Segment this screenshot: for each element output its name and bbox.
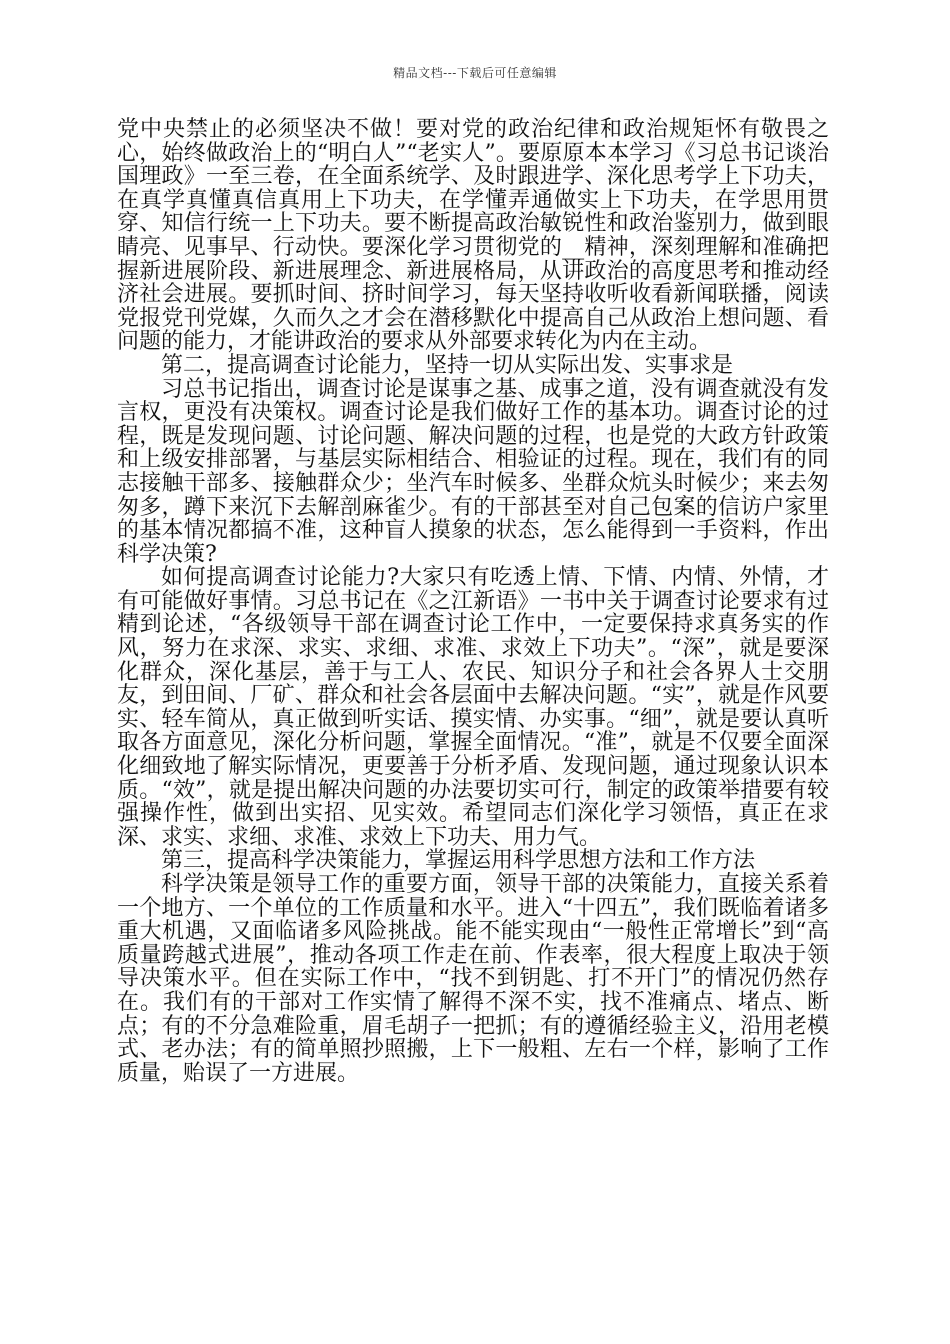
paragraph-continuation: 党中央禁止的必须坚决不做！要对党的政治纪律和政治规矩怀有敬畏之心，始终做政治上的“明白人”“老实人”。要原原本本学习《习总书记谈治国理政》一至三卷，在全面系统学、及时跟进学、深化思考学上下功夫，在真学真懂真信真用上下功夫，在学懂弄通做实上下功夫，在学思用贯穿、知信行统一上下功夫。要不断提高政治敏锐性和政治鉴别力，做到眼睛亮、见事早、行动快。要深化学习贯彻党的__精神，深刻理解和准确把握新进展阶段、新进展理念、新进展格局，从讲政治的高度思考和推动经济社会进展。要抓时间、挤时间学习，每天坚持收听收看新闻联播，阅读党报党刊党媒，久而久之才会在潜移默化中提高自己从政治上想问题、看问题的能力，才能讲政治的要求从外部要求转化为内在主动。 bbox=[117, 117, 829, 355]
paragraph: 科学决策是领导工作的重要方面，领导干部的决策能力，直接关系着一个地方、一个单位的工作质量和水平。进入“十四五”，我们既临着诸多重大机遇，又面临诸多风险挑战。能不能实现由“一般性正常增长”到“高质量跨越式进展”，推动各项工作走在前、作表率，很大程度上取决于领导决策水平。但在实际工作中，“找不到钥匙、打不开门”的情况仍然存在。我们有的干部对工作实情了解得不深不实，找不准痛点、堵点、断点；有的不分急难险重，眉毛胡子一把抓；有的遵循经验主义，沿用老模式、老办法；有的简单照抄照搬，上下一般粗、左右一个样，影响了工作质量，贻误了一方进展。 bbox=[117, 872, 829, 1086]
section-heading-second: 第二，提高调查讨论能力，坚持一切从实际出发、实事求是 bbox=[161, 352, 734, 378]
paragraph: 如何提高调查讨论能力?大家只有吃透上情、下情、内情、外情，才有可能做好事情。习总书记在《之江新语》一书中关于调查讨论要求有过精到论述，“各级领导干部在调查讨论工作中，一定要保持求真务实的作风，努力在求深、求实、求细、求准、求效上下功夫”。“深”，就是要深化群众，深化基层，善于与工人、农民、知识分子和社会各界人士交朋友，到田间、厂矿、群众和社会各层面中去解决问题。“实”，就是作风要实、轻车简从，真正做到听实话、摸实情、办实事。“细”，就是要认真听取各方面意见，深化分析问题，掌握全面情况。“准”，就是不仅要全面深化细致地了解实际情况，更要善于分析矛盾、发现问题，通过现象认识本质。“效”，就是提出解决问题的办法要切实可行，制定的政策举措要有较强操作性，做到出实招、见实效。希望同志们深化学习领悟，真正在求深、求实、求细、求准、求效上下功夫、用力气。 bbox=[117, 565, 829, 850]
page-header: 精品文档---下载后可任意编辑 bbox=[393, 66, 557, 80]
paragraph: 习总书记指出，调查讨论是谋事之基、成事之道，没有调查就没有发言权，更没有决策权。调查讨论是我们做好工作的基本功。调查讨论的过程，既是发现问题、讨论问题、解决问题的过程，也是党的大政方针政策和上级安排部署，与基层实际相结合、相验证的过程。现在，我们有的同志接触干部多、接触群众少；坐汽车时候多、坐群众炕头时候少；来去匆匆多，蹲下来沉下去解剖麻雀少。有的干部甚至对自己包案的信访户家里的基本情况都搞不准，这种盲人摸象的状态，怎么能得到一手资料，作出科学决策? bbox=[117, 376, 829, 567]
section-heading-third: 第三，提高科学决策能力，掌握运用科学思想方法和工作方法 bbox=[161, 848, 756, 874]
document-body bbox=[117, 118, 829, 1085]
